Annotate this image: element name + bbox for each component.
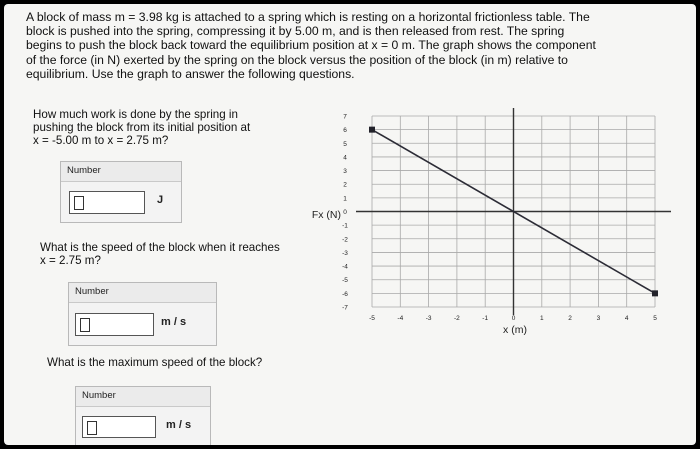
intro-line: block is pushed into the spring, compressing it by 5.00 m, and is then released from rest. The spring [26, 24, 565, 39]
data-point-marker [652, 290, 658, 296]
number-label: Number [75, 286, 109, 297]
x-tick-label: -4 [397, 315, 404, 322]
x-tick-label: -3 [425, 315, 432, 322]
speed-unit: m / s [161, 316, 187, 328]
y-tick-label: -4 [342, 263, 348, 271]
y-tick-label: 6 [343, 127, 347, 135]
x-tick-label: -2 [454, 315, 460, 322]
number-label: Number [67, 165, 101, 176]
y-tick-label: -7 [342, 304, 348, 312]
x-tick-label: 2 [568, 315, 572, 322]
y-tick-label: -1 [342, 222, 348, 230]
force-position-graph [4, 4, 696, 445]
y-tick-label: -3 [342, 249, 348, 257]
question-line: x = -5.00 m to x = 2.75 m? [33, 134, 169, 147]
y-tick-label: 2 [343, 181, 347, 189]
y-tick-label: 0 [343, 209, 347, 216]
question-line: x = 2.75 m? [40, 254, 101, 267]
question-line: pushing the block from its initial position at [33, 121, 251, 134]
question-line: What is the maximum speed of the block? [47, 356, 263, 369]
x-tick-label: -5 [369, 315, 375, 322]
x-tick-label: 0 [511, 315, 516, 322]
x-tick-label: 1 [539, 315, 544, 322]
intro-line: of the force (in N) exerted by the spring on the block versus the position of the block (in m) relative to [26, 52, 568, 67]
intro-line: begins to push the block back toward the equilibrium position at x = 0 m. The graph shows the component [26, 38, 596, 53]
y-tick-label: -2 [342, 236, 348, 244]
y-tick-label: -6 [342, 290, 348, 298]
x-tick-label: 3 [596, 315, 601, 322]
problem-sheet [4, 4, 696, 445]
x-axis-label: x (m) [503, 324, 527, 336]
work-unit: J [157, 194, 164, 206]
y-tick-label: 5 [343, 140, 347, 148]
number-label: Number [82, 390, 116, 401]
intro-line: equilibrium. Use the graph to answer the following questions. [26, 66, 355, 81]
x-tick-label: -1 [482, 315, 489, 322]
y-tick-label: 4 [343, 154, 347, 162]
y-tick-label: 1 [343, 195, 347, 203]
y-tick-label: 3 [343, 168, 347, 176]
x-tick-label: 5 [653, 315, 657, 322]
intro-line: A block of mass m = 3.98 kg is attached to a spring which is resting on a horizontal frictionless table. The [26, 10, 590, 24]
data-point-marker [369, 127, 375, 133]
question-line: What is the speed of the block when it reaches [40, 241, 280, 254]
max-speed-unit: m / s [166, 419, 192, 431]
x-tick-label: 4 [624, 315, 629, 322]
y-axis-label: Fx (N) [311, 209, 341, 221]
question-line: How much work is done by the spring in [33, 108, 238, 121]
y-tick-label: -5 [342, 277, 348, 285]
y-tick-label: 7 [343, 113, 347, 121]
